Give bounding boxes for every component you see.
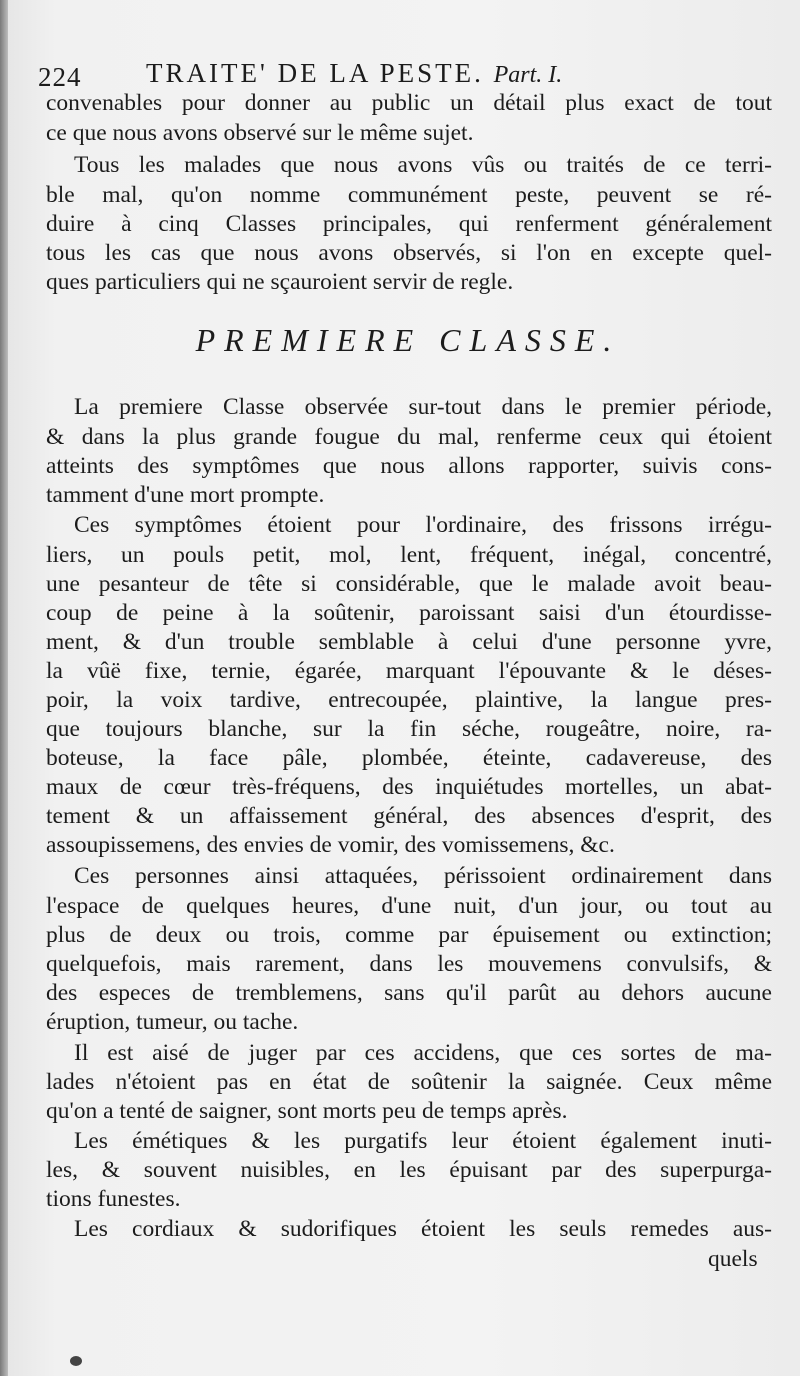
text-line: l'espace de quelques heures, d'une nuit, d'un jour, ou tout au	[46, 893, 772, 919]
text-line: Ces personnes ainsi attaquées, périssoient ordinairement dans	[74, 863, 772, 889]
text-line: ce que nous avons observé sur le même sujet.	[46, 120, 474, 146]
text-line: Les cordiaux & sudorifiques étoient les seuls remedes aus-	[74, 1216, 772, 1242]
text-line: éruption, tumeur, ou tache.	[46, 1009, 299, 1035]
text-line: tamment d'une mort prompte.	[46, 482, 325, 508]
text-line: que toujours blanche, sur la fin séche, rougeâtre, noire, ra-	[46, 716, 772, 742]
text-line: & dans la plus grande fougue du mal, renferme ceux qui étoient	[46, 424, 772, 450]
text-line: assoupissemens, des envies de vomir, des vomissemens, &c.	[46, 832, 615, 858]
text-line: maux de cœur très-fréquens, des inquiétudes mortelles, un abat-	[46, 774, 772, 800]
text-line: boteuse, la face pâle, plombée, éteinte, cadavereuse, des	[46, 745, 772, 771]
text-line: plus de deux ou trois, comme par épuisement ou extinction;	[46, 922, 772, 948]
text-line: une pesanteur de tête si considérable, que le malade avoit beau-	[46, 571, 772, 597]
book-gutter	[0, 0, 8, 1376]
text-line: Les émétiques & les purgatifs leur étoient également inuti-	[74, 1128, 772, 1154]
ink-speck	[70, 1356, 82, 1366]
text-line: les, & souvent nuisibles, en les épuisant par des superpurga-	[46, 1157, 772, 1183]
text-line: la vûë fixe, ternie, égarée, marquant l'épouvante & le déses-	[46, 658, 772, 684]
text-line: coup de peine à la soûtenir, paroissant saisi d'un étourdisse-	[46, 600, 772, 626]
page-number: 224	[38, 62, 82, 92]
text-line: tement & un affaissement général, des absences d'esprit, des	[46, 803, 772, 829]
running-title-part: Part. I.	[493, 62, 563, 88]
text-line: tous les cas que nous avons observés, si l'on en excepte quel-	[46, 240, 772, 266]
text-line: poir, la voix tardive, entrecoupée, plaintive, la langue pres-	[46, 687, 772, 713]
text-line: Tous les malades que nous avons vûs ou traités de ce terri-	[74, 152, 772, 178]
running-title	[146, 58, 562, 89]
text-line: quelquefois, mais rarement, dans les mouvemens convulsifs, &	[46, 951, 772, 977]
running-title-text: TRAITE' DE LA PESTE.	[146, 58, 484, 88]
text-line: lades n'étoient pas en état de soûtenir la saignée. Ceux même	[46, 1069, 772, 1095]
text-line: ble mal, qu'on nomme communément peste, peuvent se ré-	[46, 182, 772, 208]
text-line: Ces symptômes étoient pour l'ordinaire, des frissons irrégu-	[74, 512, 772, 538]
text-line: La premiere Classe observée sur-tout dans le premier période,	[74, 394, 772, 420]
text-line: atteints des symptômes que nous allons rapporter, suivis cons-	[46, 453, 772, 479]
text-line: ques particuliers qui ne sçauroient servir de regle.	[46, 269, 514, 295]
text-line: ment, & d'un trouble semblable à celui d'une personne yvre,	[46, 629, 772, 655]
text-line: liers, un pouls petit, mol, lent, fréquent, inégal, concentré,	[46, 542, 772, 568]
book-page	[8, 0, 800, 1376]
text-line: convenables pour donner au public un détail plus exact de tout	[46, 90, 772, 116]
text-line: Il est aisé de juger par ces accidens, que ces sortes de ma-	[74, 1040, 772, 1066]
text-line: des especes de tremblemens, sans qu'il parût au dehors aucune	[46, 980, 772, 1006]
text-line: qu'on a tenté de saigner, sont morts peu de temps après.	[46, 1098, 568, 1124]
text-line: duire à cinq Classes principales, qui renferment généralement	[46, 211, 772, 237]
text-line: tions funestes.	[46, 1186, 181, 1212]
section-title: PREMIERE CLASSE.	[195, 322, 621, 358]
catchword: quels	[708, 1246, 758, 1272]
